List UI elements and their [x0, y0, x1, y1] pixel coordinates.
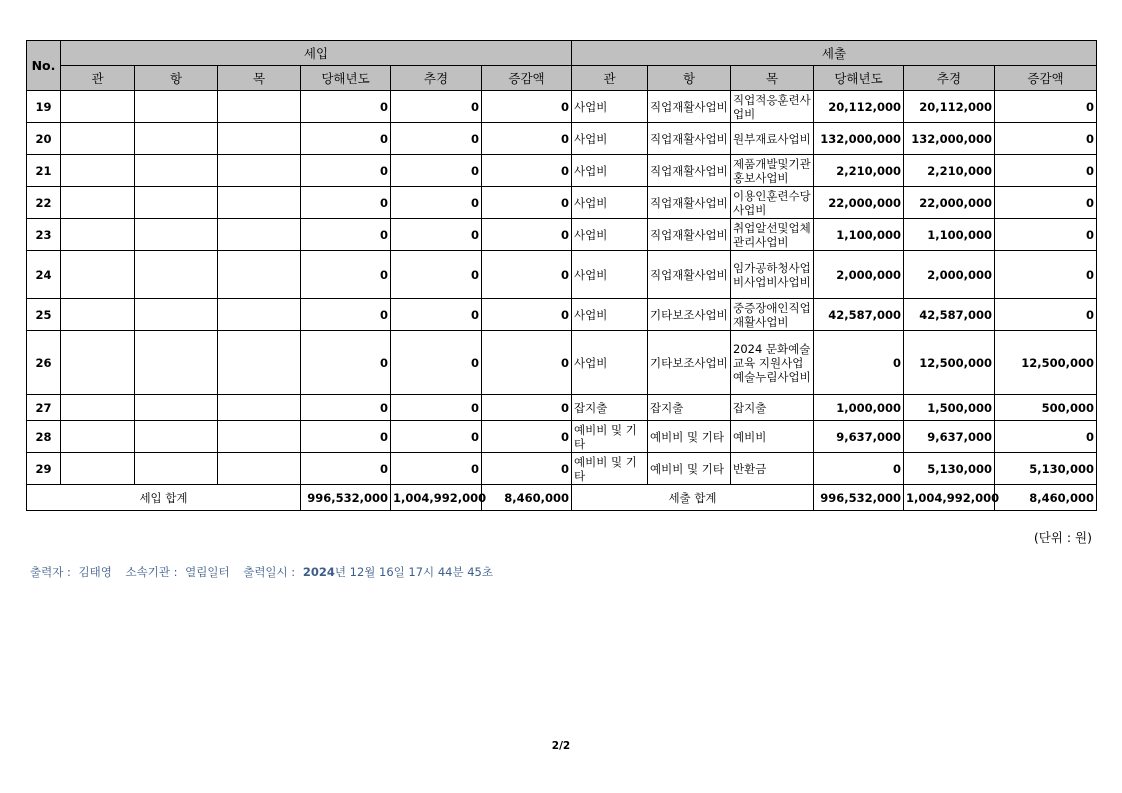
expense-hang-cell: 기타보조사업비: [648, 299, 731, 331]
income-mok-cell: [218, 395, 301, 421]
table-row: [27, 187, 1097, 219]
income-hang-cell: [135, 251, 218, 299]
expense-mok-cell: 직업적응훈련사업비: [731, 91, 814, 123]
col-header: 증감액: [482, 66, 572, 91]
expense-gwan-cell: 사업비: [572, 299, 648, 331]
income-gwan-cell: [61, 421, 135, 453]
income-current-cell: 0: [301, 123, 391, 155]
expense-current-cell: 0: [814, 331, 904, 395]
expense-hang-cell: 예비비 및 기타: [648, 453, 731, 485]
income-difference-cell: 0: [482, 91, 572, 123]
expense-current-cell: 9,637,000: [814, 421, 904, 453]
income-current-cell: 0: [301, 421, 391, 453]
expense-gwan-cell: 사업비: [572, 91, 648, 123]
income-gwan-cell: [61, 219, 135, 251]
expense-difference-cell: 12,500,000: [995, 331, 1097, 395]
expense-current-cell: 0: [814, 453, 904, 485]
expense-supplementary-cell: 2,210,000: [904, 155, 995, 187]
expense-difference-cell: 0: [995, 155, 1097, 187]
table-row: [27, 251, 1097, 299]
income-mok-cell: [218, 155, 301, 187]
expense-gwan-cell: 사업비: [572, 123, 648, 155]
income-difference-cell: 0: [482, 155, 572, 187]
income-current-cell: 0: [301, 395, 391, 421]
income-supplementary-cell: 0: [391, 91, 482, 123]
expense-supplementary-cell: 1,100,000: [904, 219, 995, 251]
expense-difference-cell: 5,130,000: [995, 453, 1097, 485]
expense-difference-cell: 500,000: [995, 395, 1097, 421]
table-row: [27, 155, 1097, 187]
income-difference-cell: 0: [482, 331, 572, 395]
row-no: 19: [27, 91, 61, 123]
expense-total-label: 세출 합계: [572, 485, 814, 511]
income-mok-cell: [218, 421, 301, 453]
expense-supplementary-cell: 22,000,000: [904, 187, 995, 219]
col-header: 항: [135, 66, 218, 91]
income-total-difference: 8,460,000: [482, 485, 572, 511]
col-header: 항: [648, 66, 731, 91]
expense-gwan-cell: 잡지출: [572, 395, 648, 421]
table-row: [27, 395, 1097, 421]
expense-hang-cell: 직업재활사업비: [648, 91, 731, 123]
income-mok-cell: [218, 187, 301, 219]
table-row: [27, 453, 1097, 485]
expense-total-current: 996,532,000: [814, 485, 904, 511]
income-total-supplementary: 1,004,992,000: [391, 485, 482, 511]
income-mok-cell: [218, 251, 301, 299]
income-hang-cell: [135, 421, 218, 453]
income-supplementary-cell: 0: [391, 395, 482, 421]
income-supplementary-cell: 0: [391, 299, 482, 331]
expense-difference-cell: 0: [995, 251, 1097, 299]
budget-table: [26, 40, 1097, 511]
table-row: [27, 123, 1097, 155]
income-current-cell: 0: [301, 187, 391, 219]
expense-mok-cell: 중증장애인직업재활사업비: [731, 299, 814, 331]
print-footer: [30, 564, 497, 580]
table-row: [27, 299, 1097, 331]
income-difference-cell: 0: [482, 453, 572, 485]
expense-supplementary-cell: 20,112,000: [904, 91, 995, 123]
income-gwan-cell: [61, 91, 135, 123]
expense-total-difference: 8,460,000: [995, 485, 1097, 511]
expense-supplementary-cell: 12,500,000: [904, 331, 995, 395]
income-mok-cell: [218, 453, 301, 485]
expense-current-cell: 20,112,000: [814, 91, 904, 123]
expense-header: 세출: [572, 41, 1097, 66]
col-header: 목: [731, 66, 814, 91]
income-difference-cell: 0: [482, 251, 572, 299]
income-gwan-cell: [61, 331, 135, 395]
expense-gwan-cell: 사업비: [572, 331, 648, 395]
expense-supplementary-cell: 42,587,000: [904, 299, 995, 331]
expense-hang-cell: 직업재활사업비: [648, 251, 731, 299]
income-current-cell: 0: [301, 219, 391, 251]
expense-current-cell: 132,000,000: [814, 123, 904, 155]
income-difference-cell: 0: [482, 219, 572, 251]
col-header: 관: [572, 66, 648, 91]
print-year: 2024: [302, 565, 335, 579]
print-datetime: 년 12월 16일 17시 44분 45초: [334, 565, 493, 579]
expense-difference-cell: 0: [995, 91, 1097, 123]
income-gwan-cell: [61, 251, 135, 299]
table-row: [27, 331, 1097, 395]
printer-name: 김태영: [78, 565, 112, 579]
income-gwan-cell: [61, 187, 135, 219]
income-supplementary-cell: 0: [391, 453, 482, 485]
expense-total-supplementary: 1,004,992,000: [904, 485, 995, 511]
row-no: 26: [27, 331, 61, 395]
income-current-cell: 0: [301, 155, 391, 187]
income-mok-cell: [218, 331, 301, 395]
expense-supplementary-cell: 132,000,000: [904, 123, 995, 155]
income-hang-cell: [135, 123, 218, 155]
table-row: [27, 421, 1097, 453]
income-total-current: 996,532,000: [301, 485, 391, 511]
income-hang-cell: [135, 155, 218, 187]
org-name: 열림일터: [185, 565, 230, 579]
income-mok-cell: [218, 299, 301, 331]
expense-difference-cell: 0: [995, 123, 1097, 155]
row-no: 25: [27, 299, 61, 331]
expense-current-cell: 2,000,000: [814, 251, 904, 299]
income-supplementary-cell: 0: [391, 155, 482, 187]
row-no: 27: [27, 395, 61, 421]
col-header: 관: [61, 66, 135, 91]
expense-supplementary-cell: 9,637,000: [904, 421, 995, 453]
expense-supplementary-cell: 2,000,000: [904, 251, 995, 299]
col-header: 증감액: [995, 66, 1097, 91]
totals-row: [27, 485, 1097, 511]
expense-current-cell: 1,100,000: [814, 219, 904, 251]
expense-mok-cell: 원부재료사업비: [731, 123, 814, 155]
income-difference-cell: 0: [482, 421, 572, 453]
income-hang-cell: [135, 187, 218, 219]
income-supplementary-cell: 0: [391, 251, 482, 299]
income-supplementary-cell: 0: [391, 331, 482, 395]
no-header: No.: [27, 41, 61, 91]
expense-gwan-cell: 사업비: [572, 219, 648, 251]
expense-hang-cell: 예비비 및 기타: [648, 421, 731, 453]
expense-mok-cell: 예비비: [731, 421, 814, 453]
expense-supplementary-cell: 1,500,000: [904, 395, 995, 421]
expense-difference-cell: 0: [995, 421, 1097, 453]
expense-mok-cell: 임가공하청사업비사업비사업비: [731, 251, 814, 299]
income-difference-cell: 0: [482, 123, 572, 155]
expense-mok-cell: 제품개발및기관홍보사업비: [731, 155, 814, 187]
income-hang-cell: [135, 395, 218, 421]
expense-current-cell: 1,000,000: [814, 395, 904, 421]
col-header: 당해년도: [301, 66, 391, 91]
expense-hang-cell: 잡지출: [648, 395, 731, 421]
col-header: 당해년도: [814, 66, 904, 91]
org-label: 소속기관 :: [125, 565, 178, 579]
expense-hang-cell: 직업재활사업비: [648, 187, 731, 219]
income-current-cell: 0: [301, 453, 391, 485]
expense-hang-cell: 직업재활사업비: [648, 123, 731, 155]
income-header: 세입: [61, 41, 572, 66]
table-row: [27, 91, 1097, 123]
col-header: 추경: [904, 66, 995, 91]
row-no: 20: [27, 123, 61, 155]
expense-current-cell: 22,000,000: [814, 187, 904, 219]
income-hang-cell: [135, 453, 218, 485]
expense-mok-cell: 2024 문화예술교육 지원사업 예술누림사업비: [731, 331, 814, 395]
expense-gwan-cell: 예비비 및 기타: [572, 421, 648, 453]
income-current-cell: 0: [301, 299, 391, 331]
income-current-cell: 0: [301, 91, 391, 123]
expense-hang-cell: 직업재활사업비: [648, 219, 731, 251]
income-supplementary-cell: 0: [391, 421, 482, 453]
row-no: 28: [27, 421, 61, 453]
expense-difference-cell: 0: [995, 187, 1097, 219]
table-row: [27, 219, 1097, 251]
expense-mok-cell: 이용인훈련수당사업비: [731, 187, 814, 219]
income-hang-cell: [135, 91, 218, 123]
col-header: 목: [218, 66, 301, 91]
expense-mok-cell: 잡지출: [731, 395, 814, 421]
income-hang-cell: [135, 299, 218, 331]
income-mok-cell: [218, 91, 301, 123]
expense-difference-cell: 0: [995, 299, 1097, 331]
income-difference-cell: 0: [482, 187, 572, 219]
income-difference-cell: 0: [482, 299, 572, 331]
income-mok-cell: [218, 219, 301, 251]
row-no: 24: [27, 251, 61, 299]
income-gwan-cell: [61, 123, 135, 155]
income-gwan-cell: [61, 299, 135, 331]
row-no: 21: [27, 155, 61, 187]
expense-gwan-cell: 사업비: [572, 187, 648, 219]
expense-current-cell: 2,210,000: [814, 155, 904, 187]
row-no: 23: [27, 219, 61, 251]
income-current-cell: 0: [301, 331, 391, 395]
expense-mok-cell: 취업알선및업체관리사업비: [731, 219, 814, 251]
expense-gwan-cell: 사업비: [572, 251, 648, 299]
income-gwan-cell: [61, 453, 135, 485]
expense-hang-cell: 기타보조사업비: [648, 331, 731, 395]
page-number: 2/2: [551, 740, 571, 752]
income-gwan-cell: [61, 155, 135, 187]
income-mok-cell: [218, 123, 301, 155]
expense-supplementary-cell: 5,130,000: [904, 453, 995, 485]
income-hang-cell: [135, 219, 218, 251]
income-total-label: 세입 합계: [27, 485, 301, 511]
expense-difference-cell: 0: [995, 219, 1097, 251]
income-supplementary-cell: 0: [391, 187, 482, 219]
unit-note: (단위 : 원): [1033, 530, 1092, 545]
income-current-cell: 0: [301, 251, 391, 299]
col-header: 추경: [391, 66, 482, 91]
datetime-label: 출력일시 :: [243, 565, 296, 579]
expense-gwan-cell: 예비비 및 기타: [572, 453, 648, 485]
income-supplementary-cell: 0: [391, 123, 482, 155]
expense-mok-cell: 반환금: [731, 453, 814, 485]
expense-hang-cell: 직업재활사업비: [648, 155, 731, 187]
income-hang-cell: [135, 331, 218, 395]
income-difference-cell: 0: [482, 395, 572, 421]
row-no: 29: [27, 453, 61, 485]
income-supplementary-cell: 0: [391, 219, 482, 251]
row-no: 22: [27, 187, 61, 219]
expense-current-cell: 42,587,000: [814, 299, 904, 331]
sub-header-row: [27, 66, 1097, 91]
income-gwan-cell: [61, 395, 135, 421]
printer-label: 출력자 :: [30, 565, 71, 579]
table-body: [27, 91, 1097, 485]
expense-gwan-cell: 사업비: [572, 155, 648, 187]
